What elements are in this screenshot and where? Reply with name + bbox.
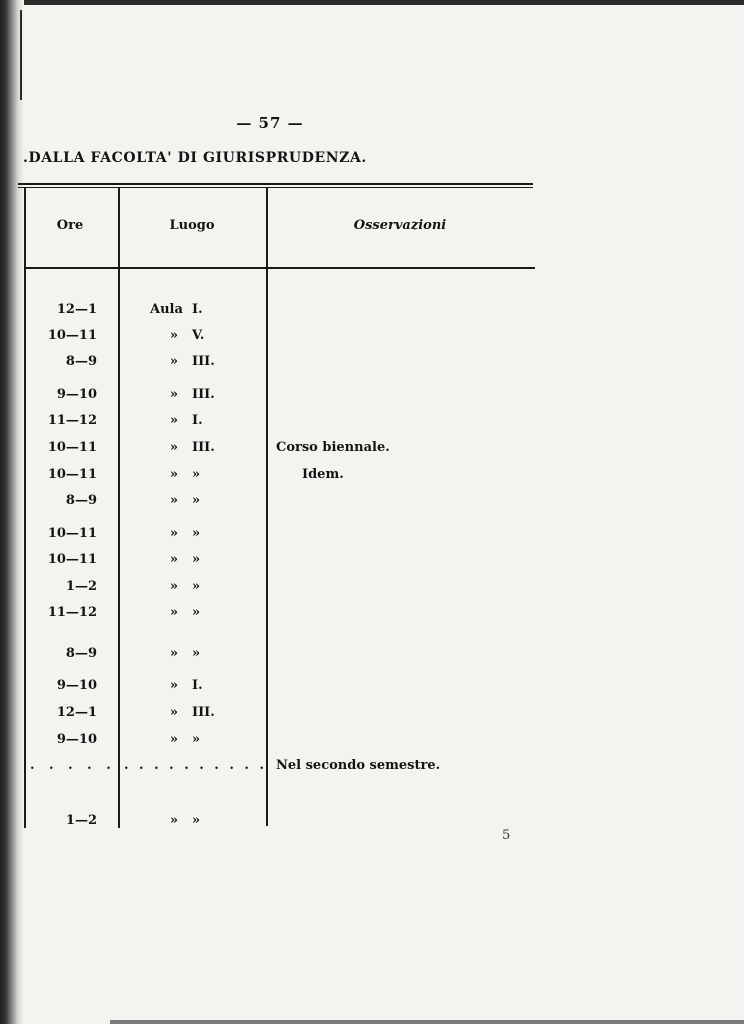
row-luogo-numero: » (192, 552, 201, 567)
row-luogo-numero: » (192, 467, 201, 482)
row-luogo-aula: » (169, 579, 178, 594)
row-luogo-numero: III. (192, 705, 215, 720)
row-luogo-numero: I. (192, 678, 203, 693)
row-luogo-aula: » (169, 732, 178, 747)
row-luogo-numero: V. (192, 328, 205, 343)
row-ore: 9—10 (56, 387, 97, 402)
scan-border-top (0, 0, 744, 5)
row-luogo-aula: » (169, 354, 178, 369)
row-ore: 10—11 (47, 552, 97, 567)
row-luogo-numero: » (192, 605, 201, 620)
scan-border-bottom (110, 1020, 744, 1024)
row-ore: . . . . . (30, 758, 116, 773)
row-luogo-aula: » (169, 526, 178, 541)
row-luogo-aula: » (169, 440, 178, 455)
row-ore: 1—2 (65, 579, 97, 594)
scan-edge-line (20, 10, 22, 100)
row-luogo-numero: » (192, 813, 201, 828)
row-luogo-numero: III. (192, 440, 215, 455)
table-top-rule-thin (18, 187, 533, 188)
column-divider-luogo (266, 188, 268, 826)
row-luogo-numero: » (192, 579, 201, 594)
row-luogo-aula: » (169, 813, 178, 828)
row-osservazioni: Idem. (302, 467, 344, 482)
row-luogo-numero: » (192, 646, 201, 661)
table-top-rule (18, 183, 533, 185)
row-luogo-numero: I. (192, 302, 203, 317)
row-ore: 12—1 (56, 705, 97, 720)
row-luogo-numero: » (192, 493, 201, 508)
table-left-border (24, 188, 26, 828)
row-luogo-numero: I. (192, 413, 203, 428)
row-luogo-aula: . . . . . . . . . . (124, 758, 267, 773)
row-ore: 10—11 (47, 526, 97, 541)
row-ore: 10—11 (47, 328, 97, 343)
row-luogo-numero: III. (192, 387, 215, 402)
row-luogo-aula: Aula (150, 302, 183, 317)
row-luogo-aula: » (169, 328, 178, 343)
row-luogo-aula: » (169, 387, 178, 402)
page-number: — 57 — (236, 114, 304, 132)
row-luogo-aula: » (169, 646, 178, 661)
row-ore: 9—10 (56, 678, 97, 693)
row-osservazioni: Nel secondo semestre. (276, 758, 441, 773)
row-luogo-numero: » (192, 526, 201, 541)
row-ore: 8—9 (65, 354, 97, 369)
column-header-luogo: Luogo (169, 218, 215, 233)
row-ore: 9—10 (56, 732, 97, 747)
row-ore: 11—12 (47, 413, 97, 428)
scan-border-left (0, 0, 24, 1024)
row-osservazioni: Corso biennale. (276, 440, 390, 455)
row-luogo-aula: » (169, 605, 178, 620)
column-divider-ore (118, 188, 120, 828)
row-luogo-numero: » (192, 732, 201, 747)
row-ore: 8—9 (65, 646, 97, 661)
column-header-osservazioni: Osservazioni (353, 218, 447, 233)
row-luogo-aula: » (169, 678, 178, 693)
table-header-rule (26, 267, 535, 269)
page-heading: .DALLA FACOLTA' DI GIURISPRUDENZA. (23, 150, 367, 166)
row-luogo-aula: » (169, 705, 178, 720)
row-luogo-aula: » (169, 467, 178, 482)
corner-mark: 5 (502, 828, 511, 843)
column-header-ore: Ore (56, 218, 84, 233)
row-luogo-numero: III. (192, 354, 215, 369)
row-luogo-aula: » (169, 493, 178, 508)
row-ore: 1—2 (65, 813, 97, 828)
row-ore: 8—9 (65, 493, 97, 508)
row-ore: 12—1 (56, 302, 97, 317)
row-ore: 10—11 (47, 440, 97, 455)
row-ore: 11—12 (47, 605, 97, 620)
row-luogo-aula: » (169, 552, 178, 567)
row-luogo-aula: » (169, 413, 178, 428)
row-ore: 10—11 (47, 467, 97, 482)
